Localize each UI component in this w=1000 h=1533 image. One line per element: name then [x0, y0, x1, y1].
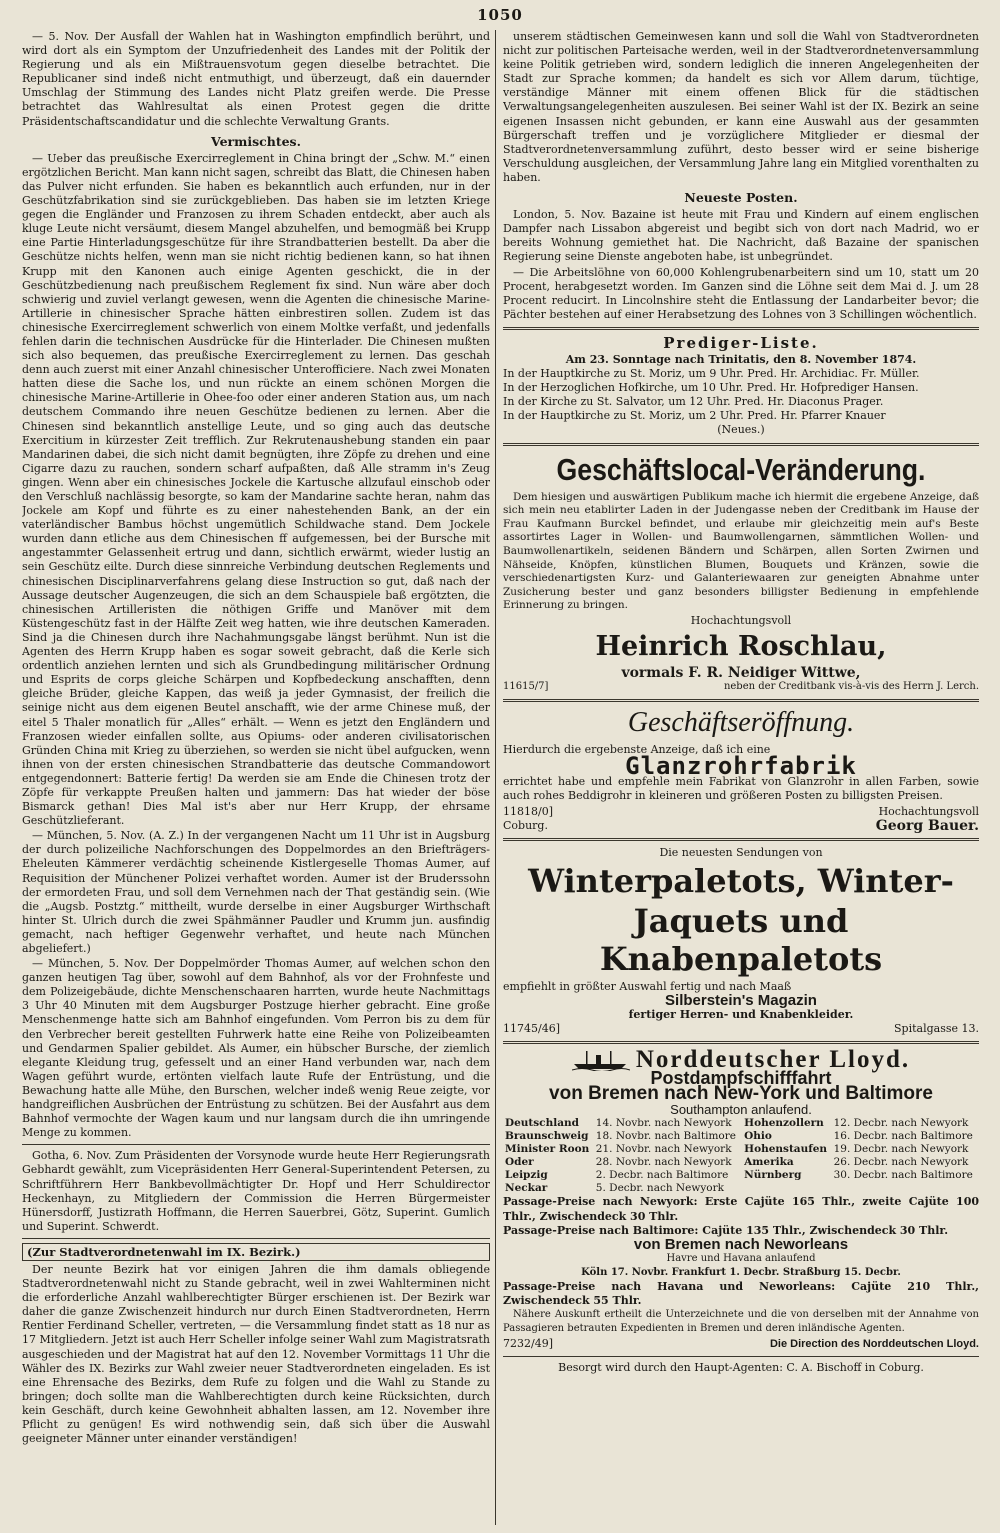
ad-lloyd-route2: von Bremen nach Neworleans — [633, 1235, 849, 1253]
prediger-item: In der Kirche zu St. Salvator, um 12 Uhr. Pred. Hr. Diaconus Prager. — [503, 395, 884, 409]
right-column — [503, 30, 979, 1526]
article-muenchen-1: — München, 5. Nov. (A. Z.) In der vergangenen Nacht um 11 Uhr ist in Augsburg der durch polizeiliche Nachforschungen des Doppelmordes an den Briefträgers-Eheleuten Kämmerer verdächtig scheinende Kistlergeselle Thomas Aumer, auf Requisition der Münchener Polizei verhaftet worden. Aumer ist der Bruderssohn der ermordeten Frau, und soll dem Vernehmen nach der That geständig sein. (Wie die „Augsb. Postztg.“ mittheilt, wurde derselbe in einer Augsburger Wirthschaft hinter St. Ulrich durch die zwei Spähmänner Paudler und Krumm jun. ausfindig gemacht, nach heftiger Gegenwehr verhaftet, und heute nach München abgeliefert.) — [22, 829, 490, 955]
ad-lloyd-signature: Die Direction des Norddeutschen Lloyd. — [769, 1338, 979, 1351]
divider — [503, 443, 979, 446]
divider — [503, 699, 979, 702]
ad-address: Spitalgasse 13. — [894, 1022, 979, 1036]
article-muenchen-2: — München, 5. Nov. Der Doppelmörder Thomas Aumer, auf welchen schon den ganzen heutigen Tag über, sowohl auf dem Bahnhof, als vor der Frohnfeste und dem Polizeigebäude, dichte Menschenschaaren harrten, wurde heute Nachmittags 3 Uhr 40 Minuten mit dem Augsburger Postzuge hierher gebracht. Eine große Menschenmenge hatte sich am Bahnhof eingefunden. Vom Perron bis zu dem für den Verbrecher bereit gestellten Fuhrwerk hatte eine Reihe von Polizeibeamten und Gendarmen Spalier gebildet. Als Aumer, ein hübscher Bursche, der ziemlich elegante Kleidung trug, gefesselt und an einer Hand verbunden war, nach dem Wagen geführt wurde, ertönten vielfach laute Rufe der Entrüstung, und die Bewachung hatte alle Mühe, den Burschen, welcher indeß wenig Reue zeigte, vor handgreiflichen Ausbrüchen der Entrüstung zu schützen. Bei der Ausfahrt aus dem Bahnhof vermochte der Wagen kaum und nur langsam durch die ihn umringende Menge zu kommen. — [22, 957, 490, 1140]
ad-lloyd-subtitle: Postdampfschifffahrt — [650, 1068, 832, 1089]
ad-number: 11818/0] — [503, 804, 553, 818]
prediger-subtitle: Am 23. Sonntage nach Trinitatis, den 8. November 1874. — [565, 352, 917, 366]
ad-geschaeftslocal-greeting: Hochachtungsvoll — [690, 613, 792, 627]
column-divider — [495, 30, 496, 1525]
divider — [503, 1041, 979, 1044]
ad-geschaeftslocal-footer — [503, 680, 979, 694]
ad-winterpaletots-shop2: fertiger Herren- und Knabenkleider. — [628, 1008, 854, 1021]
ad-lloyd-route2-sub: Havre und Havana anlaufend — [666, 1252, 816, 1264]
prediger-item: In der Herzoglichen Hofkirche, um 10 Uhr. Pred. Hr. Hofprediger Hansen. — [503, 381, 919, 395]
ad-number: 11615/7] — [503, 681, 549, 693]
ad-geschaeftslocal-title: Geschäftslocal-Veränderung. — [556, 451, 926, 487]
page-number: 1050 — [477, 6, 523, 24]
ad-lloyd-preise-baltimore: Passage-Preise nach Baltimore: Cajüte 135 Thlr., Zwischendeck 30 Thlr. — [503, 1223, 949, 1237]
prediger-item: In der Hauptkirche zu St. Moriz, um 2 Uhr. Pred. Hr. Pfarrer Knauer — [503, 409, 886, 423]
article-china: — Ueber das preußische Exercirreglement in China bringt der „Schw. M.“ einen ergötzlichen Bericht. Man kann nicht sagen, schreibt das Blatt, die Chinesen haben das Pulver nicht erfunden. Sie haben es bekanntlich auch erfunden, nur in der Geschützfabrikation sind sie zurückgeblieben. Das haben sie im letzten Kriege gegen die Engländer und Franzosen zu ihrem Schaden entdeckt, aber auch als kluge Leute nicht versäumt, diesem Mangel abzuhelfen, und bemogmäß bei Krupp eine Partie Hinterladungsgeschütze für ihre Strandbatterien bestellt. Da aber die Geschütze nichts helfen, wenn man sie nicht richtig bedienen kann, so hat ihnen Krupp mit den Kanonen auch einige Agenten geschickt, die in der Geschützbedienung nach preußischem Reglement fix sind. Nun wäre aber doch schwierig und zuviel verlangt gewesen, wenn die Agenten die chinesische Marine-Artillerie in chinesischer Sprache hätten einbrestiren sollen. Zudem ist das chinesische Exercirreglement schwerlich von einem Moltke verfaßt, und jedenfalls fehlen darin die technischen Ausdrücke für die Hinterlader. Die Chinesen mußten sich also bequemen, das preußische Exercirreglement zu lernen. Das geschah denn auch zuerst mit einer Anzahl chinesischer Unterofficiere. Nach zwei Monaten hatten diese die Sache los, und nun rückte an einem schönen Morgen die chinesische Marine-Artillerie in Ohee-foo oder einer anderen Station aus, um nach deutschem Commando ihre neuen Geschütze bedienen zu lernen. Aber die Chinesen sind bekanntlich anstellige Leute, und so ging auch das deutsche Exercitium in kürzester Zeit trefflich. Zur Rekrutenaushebung standen ein paar Mandarinen dabei, die sich nicht damit begnügten, ihre Zöpfe zu drehen und eine Cigarre dazu zu rauchen, sondern scharf aufpaßten, daß Alle stramm in's Zeug gingen. Wenn aber ein chinesisches Jockele die Kartusche allzufaul einschob oder den Verschluß nachlässig besorgte, so kam der Mandarine sachte heran, nahm das Jockele am Kopf und führte es zu einer nahestehenden Bank, an der ein vaterländischer Bambus höchst ungemütlich Schildwache stand. Dem Jockele wurden dann etliche aus dem Chinesischen ff aufgemessen, bei der Bursche mit angestammter Gelassenheit ertrug und dann, sichtlich erwärmt, wieder lustig an sein Geschütz eilte. Durch diese sinnreiche Verbindung deutschen Reglements und chinesischen Disciplinarverfahrens gelang diese Instruction so gut, daß nach der Aussage deutscher Augenzeugen, die sich an dem Schauspiele baß ergötzten, die chinesischen Artilleristen die nöthigen Griffe und Manöver mit dem Küstengeschütz fast in der Hälfte Zeit weg hatten, wie ihre deutschen Kameraden. Sind ja die Chinesen durch ihre Nachahmungsgabe längst berühmt. Nun ist die Agenten des Herrn Krupp haben es sogar soweit gebracht, daß die Kerle sich ordentlich anziehen lernten und sich als Grundbedingung militärischer Ordnung und Esprits de corps gleiche Schärpen und Kopfbedeckung anschafften, denn gleiche Brüder, gleiche Kappen, das weiß ja jeder Gymnasist, der freilich die seinige nicht aus dem eigenen Beutel anschafft, wie der arme Chinese muß, der eitel 5 Thaler monatlich für „Alles“ erhält. — Wenn es jetzt den Engländern und Franzosen wieder einfallen sollte, aus Opiums- oder anderen civilisatorischen Gründen China mit Krieg zu überziehen, so werden sie nicht übel aufgucken, wenn ihnen von der ersten chinesischen Strandbatterie das deutsche Commandowort entgegendonnert: Batterie fertig! Da werden sie am Ende die Chinesen trotz der Zöpfe für verkappte Preußen halten und jammern: Das hat wieder der böse Bismarck gethan! Dies Mal ist's aber nur Herr Krupp, der ehrsame Geschützlieferant. — [22, 151, 490, 828]
ad-winterpaletots-line1: Winterpaletots, Winter- — [528, 861, 954, 900]
article-stadtverordnetenwahl: Der neunte Bezirk hat vor einigen Jahren die ihm damals obliegende Stadtverordnetenwahl nicht zu Stande gebracht, weil in zwei Wahlterminen nicht die erforderliche Anzahl wahlberechtigter Bürger erschienen ist. Der Bezirk war daher die ganze Zwischenzeit hindurch nur durch Einen Stadtverordneten, Herrn Rentier Ferdinand Scheller, vertreten, — die Versammlung findet statt as 18 nur as 17 Mitgliedern. Jetzt ist auch Herr Scheller infolge seiner Wahl zum Magistratsrath ausgeschieden und der Magistrat hat auf den 12. November Vormittags 11 Uhr die Wähler des IX. Bezirks zur Wahl zweier neuer Stadtverordneten eingeladen. Es ist eine Ehrensache des Bezirks, dem Rufe zu folgen und die Wahl zu Stande zu bringen; doch sollte man die Wahlberechtigten durch keine Rücksichten, durch kein Geschäft, durch keine Gewohnheit abhalten lassen, am 12. November ihre Pflicht zu genügen! Es wird nothwendig sein, daß sich über die Auswahl geeigneter Männer unter einander verständigen! — [22, 1262, 490, 1446]
steamship-icon — [572, 1049, 630, 1071]
ad-lloyd-title: Norddeutscher Lloyd. — [635, 1046, 911, 1074]
ad-geschaeftslocal-name: Heinrich Roschlau, — [595, 630, 887, 662]
article-arbeitsloehne: — Die Arbeitslöhne von 60,000 Kohlengrubenarbeitern sind um 10, statt um 20 Procent, herabgesetzt worden. Im Ganzen sind die Löhne seit dem Mai d. J. um 28 Procent reducirt. In Lincolnshire steht die Entlassung der Landarbeiter bevor; die Pächter bestehen auf einer Herabsetzung des Lohnes von 3 Schillingen wöchentlich. — [503, 265, 979, 321]
left-column — [22, 30, 490, 1526]
divider — [503, 838, 979, 841]
ad-number: 7232/49] — [503, 1337, 553, 1351]
ad-lloyd-schedule2: Köln 17. Novbr. Frankfurt 1. Decbr. Straßburg 15. Decbr. — [581, 1266, 901, 1278]
article-washington: — 5. Nov. Der Ausfall der Wahlen hat in Washington empfindlich berührt, und wird dort als ein Symptom der Unzufriedenheit des Landes mit der Politik der Regierung und als ein Mißtrauensvotum gegen dieselbe betrachtet. Die Republicaner sind indeß nicht entmuthigt, und überzeugt, daß ein dauernder Umschlag der Stimmung des Landes nicht Platz greifen werde. Die Presse betrachtet das Wahlresultat als einen Protest gegen die dritte Präsidentschaftscandidatur und die schlechte Verwaltung Grants. — [22, 30, 490, 128]
ad-number: 11745/46] — [503, 1022, 560, 1036]
table-row: Oder 28. Novbr. nach Newyork Amerika 26. Decbr. nach Newyork — [505, 1156, 969, 1169]
ad-lloyd-anlauf: Southampton anlaufend. — [670, 1102, 812, 1118]
ad-geschaeftslocal-location: neben der Creditbank vis-à-vis des Herrn J. Lerch. — [723, 681, 979, 693]
ad-signature: Georg Bauer. — [875, 817, 979, 834]
prediger-item: In der Hauptkirche zu St. Moriz, um 9 Uhr. Pred. Hr. Archidiac. Fr. Müller. — [503, 367, 920, 381]
ad-glanzrohrfabrik: Glanzrohrfabrik — [625, 752, 857, 781]
section-heading-posten: Neueste Posten. — [684, 190, 798, 206]
ad-winterpaletots-line2: Jaquets und Knabenpaletots — [599, 901, 883, 978]
section-heading-vermischtes: Vermischtes. — [211, 133, 301, 149]
article-london: London, 5. Nov. Bazaine ist heute mit Frau und Kindern auf einem englischen Dampfer nach Lissabon abgereist und begibt sich von dort nach Madrid, wo er bereits Wohnung gemiethet hat. Die Nachricht, daß Bazaine der spanischen Regierung seine Dienste angeboten habe, ist unbegründet. — [503, 208, 979, 264]
prediger-source: (Neues.) — [717, 423, 765, 437]
ad-lloyd-footer — [503, 1337, 979, 1351]
prediger-list — [503, 367, 979, 423]
divider — [22, 1144, 490, 1145]
ad-geschaeftseroeffnung-intro: Hierdurch die ergebenste Anzeige, daß ich eine — [503, 743, 771, 757]
prediger-title: Prediger-Liste. — [663, 333, 819, 352]
article-gotha: Gotha, 6. Nov. Zum Präsidenten der Vorsynode wurde heute Herr Regierungsrath Gebhardt gewählt, zum Vicepräsidenten Herr General-Superintendent Petersen, zu Schriftführern Herr Bankbevollmächtigter Dr. Hopf und Herr Schuldirector Heckenhayn, zu Mitgliedern der Commission die Herren Bürgermeister Hünersdorff, Justizrath Hoffmann, die Herren Sauerbrei, Götz, Superint. Gumlich und Superint. Schwerdt. — [22, 1149, 490, 1233]
ad-lloyd-info: Nähere Auskunft ertheilt die Unterzeichnete und die von derselben mit der Annahme von Passagieren betrauten Expedienten in Bremen und deren inländische Agenten. — [503, 1309, 979, 1335]
table-row: Braunschweig 18. Novbr. nach Baltimore Ohio 16. Decbr. nach Baltimore — [505, 1130, 973, 1143]
ad-place: Coburg. — [503, 818, 548, 832]
divider — [22, 1238, 490, 1239]
ad-geschaeftslocal-former: vormals F. R. Neidiger Wittwe, — [621, 664, 861, 681]
ad-greeting: Hochachtungsvoll — [878, 804, 979, 818]
ad-geschaeftslocal-text: Dem hiesigen und auswärtigen Publikum mache ich hiermit die ergebene Anzeige, daß sich mein neu etablirter Laden in der Judengasse neben der Creditbank im Hause der Frau Kaufmann Burckel befindet, und erlaube mir gleichzeitig mein auf's Beste assortirtes Lager in Wollen- und Baumwollengarnen, sämmtlichen Wollen- und Baumwollenartikeln, seidenen Bändern und Schärpen, allen Sorten Zwirnen und Nähseide, Knöpfen, künstlichen Blumen, Bouquets und Kränzen, sowie die verschiedenartigsten Kurz- und Galanteriewaaren zur geneigten Abnahme unter Zusicherung bester und ganz besonders billigster Bedienung in empfehlende Erinnerung zu bringen. — [503, 490, 979, 612]
table-row: Neckar 5. Decbr. nach Newyork — [505, 1182, 724, 1195]
ad-winterpaletots-text: empfiehlt in größter Auswahl fertig und nach Maaß — [503, 979, 792, 993]
box-heading-stadtverordnetenwahl: (Zur Stadtverordnetenwahl im IX. Bezirk.) — [22, 1243, 490, 1261]
ad-lloyd-route: von Bremen nach New-York und Baltimore — [549, 1083, 933, 1105]
table-row: Minister Roon 21. Novbr. nach Newyork Hohenstaufen 19. Decbr. nach Newyork — [505, 1143, 969, 1156]
ad-geschaeftseroeffnung-sign — [503, 819, 979, 833]
ad-winterpaletots-intro: Die neuesten Sendungen von — [659, 845, 823, 859]
divider — [503, 1356, 979, 1357]
ad-lloyd-preise-neworleans: Passage-Preise nach Havana und Neworleans: Cajüte 210 Thlr., Zwischendeck 55 Thlr. — [503, 1280, 979, 1308]
article-stadtverordnetenwahl-cont: unserem städtischen Gemeinwesen kann und soll die Wahl von Stadtverordneten nicht zur politischen Parteisache werden, weil in der Stadtverordnetenversammlung keine Politik getrieben wird, sondern lediglich die inneren Angelegenheiten der Stadt zur Sprache kommen; da handelt es sich vor Allem darum, tüchtige, verständige Männer mit einem offenen Blick für die städtischen Verwaltungsangelegenheiten auszulesen. Bei seiner Wahl ist der IX. Bezirk an seine eigenen Insassen nicht gebunden, er kann eine Auswahl aus der gesammten Bürgerschaft treffen und je vorzüglichere Mitglieder er diesmal der Stadtverordnetenversammlung zuführt, desto besser wird er seine bisherige Verschuldung ausgleichen, der Versammlung Jahre lang ein Mitglied vorenthalten zu haben. — [503, 30, 979, 184]
ad-geschaeftseroeffnung-text: errichtet habe und empfehle mein Fabrikat von Glanzrohr in allen Farben, sowie auch rohes Beddigrohr in kleineren und größeren Posten zu billigsten Preisen. — [503, 775, 979, 803]
table-row: Leipzig 2. Decbr. nach Baltimore Nürnberg 30. Decbr. nach Baltimore — [505, 1169, 973, 1182]
ad-winterpaletots-shop: Silberstein's Magazin — [665, 991, 817, 1009]
ad-winterpaletots-footer — [503, 1022, 979, 1036]
divider — [503, 327, 979, 330]
table-row: Deutschland 14. Novbr. nach Newyork Hohenzollern 12. Decbr. nach Newyork — [505, 1117, 969, 1130]
ad-lloyd-preise-newyork: Passage-Preise nach Newyork: Erste Cajüte 165 Thlr., zweite Cajüte 100 Thlr., Zwischendeck 30 Thlr. — [503, 1195, 979, 1223]
ad-lloyd-schedule — [503, 1117, 979, 1195]
ad-lloyd-agent: Besorgt wird durch den Haupt-Agenten: C. A. Bischoff in Coburg. — [558, 1360, 924, 1374]
ad-geschaeftseroeffnung-footer — [503, 805, 979, 819]
ad-geschaeftseroeffnung-title: Geschäftseröffnung. — [627, 707, 855, 739]
